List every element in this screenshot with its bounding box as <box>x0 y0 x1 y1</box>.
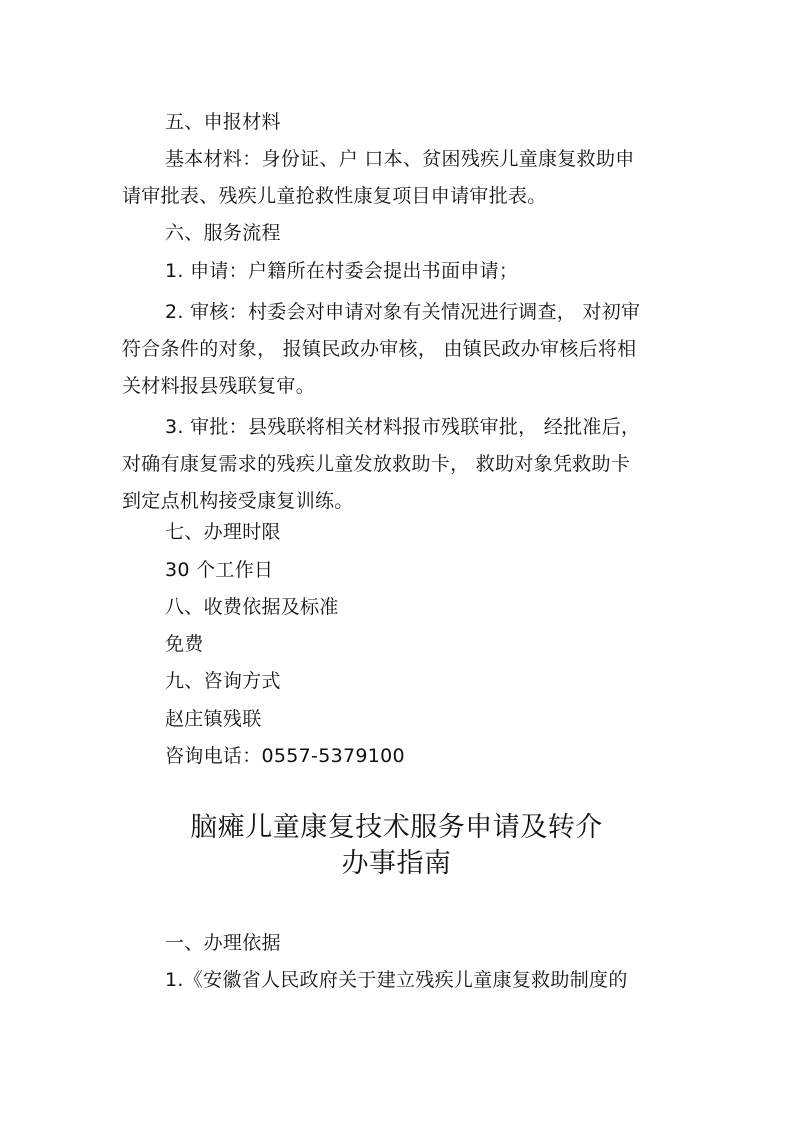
guide-title-line2: 办事指南 <box>341 848 452 879</box>
process-step-apply: 1. 申请：户籍所在村委会提出书面申请； <box>165 260 519 282</box>
materials-text-line: 基本材料：身份证、户 口本、贫困残疾儿童康复救助申 <box>165 148 635 170</box>
heading-time-limit: 七、办理时限 <box>165 521 281 543</box>
process-step-approve-line: 对确有康复需求的残疾儿童发放救助卡， 救助对象凭救助卡 <box>122 453 631 475</box>
fee-value: 免费 <box>165 633 204 655</box>
process-step-review-line: 关材料报县残联复审。 <box>122 375 316 397</box>
heading-service-process: 六、服务流程 <box>165 222 281 244</box>
heading-legal-basis: 一、办理依据 <box>165 932 281 954</box>
heading-consultation: 九、咨询方式 <box>165 670 281 692</box>
heading-application-materials: 五、申报材料 <box>165 111 281 133</box>
process-step-review-line: 符合条件的对象， 报镇民政办审核， 由镇民政办审核后将相 <box>122 338 637 360</box>
contact-organization: 赵庄镇残联 <box>165 708 262 730</box>
time-limit-value: 30 个工作日 <box>165 559 274 581</box>
process-step-approve-line: 到定点机构接受康复训练。 <box>122 490 354 512</box>
process-step-review-line: 2. 审核：村委会对申请对象有关情况进行调查， 对初审 <box>165 301 641 323</box>
materials-text-line: 请审批表、残疾儿童抢救性康复项目申请审批表。 <box>122 185 547 207</box>
guide-title-line1: 脑瘫儿童康复技术服务申请及转介 <box>190 812 603 843</box>
heading-fee-basis: 八、收费依据及标准 <box>165 596 339 618</box>
process-step-approve-line: 3. 审批：县残联将相关材料报市残联审批， 经批准后， <box>165 416 641 438</box>
legal-basis-item: 1.《安徽省人民政府关于建立残疾儿童康复救助制度的 <box>165 969 628 991</box>
contact-phone: 咨询电话：0557-5379100 <box>165 745 405 767</box>
